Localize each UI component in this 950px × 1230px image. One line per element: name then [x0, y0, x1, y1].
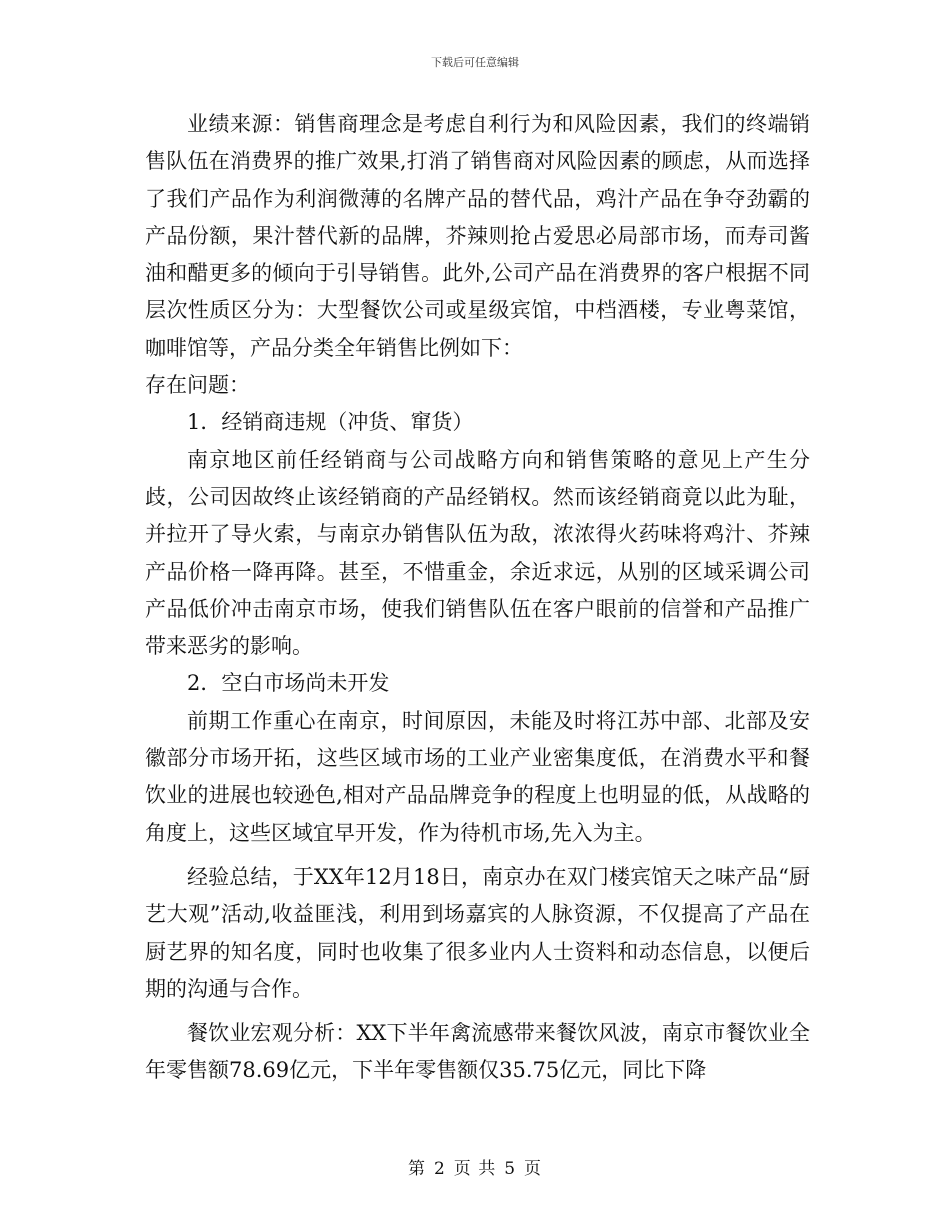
paragraph-item-1-heading: 1．经销商违规（冲货、窜货）	[187, 410, 474, 435]
footer-total-pages: 5	[504, 1159, 517, 1179]
page-header: 下载后可任意编辑	[431, 56, 519, 69]
footer-suffix: 页	[524, 1159, 543, 1179]
paragraph-performance-source: 业绩来源：销售商理念是考虑自利行为和风险因素，我们的终端销售队伍在消费界的推广效果,打消了销售商对风险因素的顾虑，从而选择了我们产品作为利润微薄的名牌产品的替代品，鸡汁产品在争夺劲霸的产品份额，果汁替代新的品牌，芥辣则抢占爱思必局部市场，而寿司酱油和醋更多的倾向于引导销售。此外,公司产品在消费界的客户根据不同层次性质区分为：大型餐饮公司或星级宾馆，中档酒楼，专业粤菜馆，咖啡馆等，产品分类全年销售比例如下：	[145, 112, 810, 360]
paragraph-blank-market: 前期工作重心在南京，时间原因，未能及时将江苏中部、北部及安徽部分市场开拓，这些区域市场的工业产业密集度低，在消费水平和餐饮业的进展也较逊色,相对产品品牌竞争的程度上也明显的低，从战略的角度上，这些区域宜早开发，作为待机市场,先入为主。	[145, 708, 810, 845]
paragraph-problems-heading: 存在问题：	[145, 373, 250, 398]
document-body	[145, 106, 810, 1090]
page-footer	[0, 1154, 950, 1179]
footer-page-number: 2	[433, 1159, 446, 1179]
paragraph-catering-analysis: 餐饮业宏观分析：XX下半年禽流感带来餐饮风波，南京市餐饮业全年零售额78.69亿元，下半年零售额仅35.75亿元，同比下降	[145, 1021, 810, 1083]
paragraph-distributor-violation: 南京地区前任经销商与公司战略方向和销售策略的意见上产生分歧，公司因故终止该经销商的产品经销权。然而该经销商竟以此为耻，并拉开了导火索，与南京办销售队伍为敌，浓浓得火药味将鸡汁、芥辣产品价格一降再降。甚至，不惜重金，余近求远，从别的区域采调公司产品低价冲击南京市场，使我们销售队伍在客户眼前的信誉和产品推广带来恶劣的影响。	[145, 447, 810, 659]
paragraph-experience-summary: 经验总结，于XX年12月18日，南京办在双门楼宾馆天之味产品“厨艺大观”活动,收益匪浅，利用到场嘉宾的人脉资源，不仅提高了产品在厨艺界的知名度，同时也收集了很多业内人士资料和动态信息，以便后期的沟通与合作。	[145, 864, 810, 1001]
paragraph-item-2-heading: 2．空白市场尚未开发	[187, 671, 390, 696]
footer-mid: 页 共	[453, 1159, 497, 1179]
footer-prefix: 第	[407, 1159, 426, 1179]
